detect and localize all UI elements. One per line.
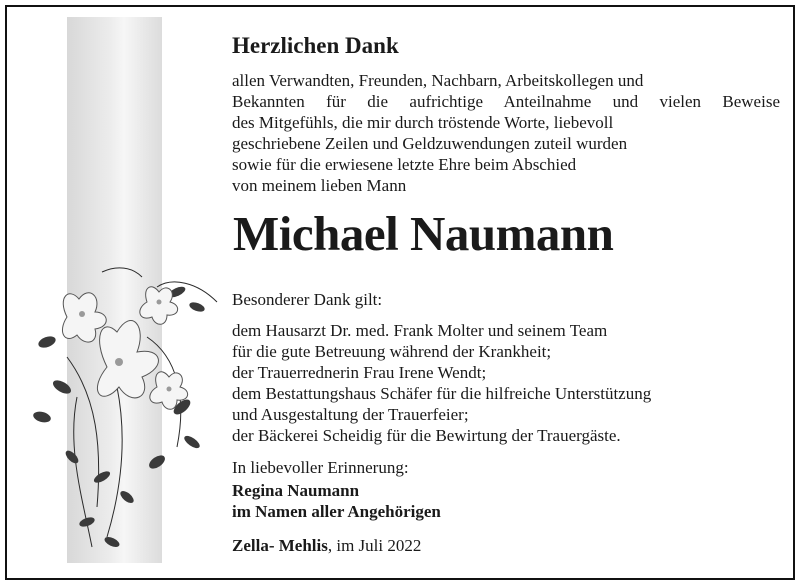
intro-line: des Mitgefühls, die mir durch tröstende Worte, liebevoll xyxy=(232,113,614,132)
intro-line: sowie für die erwiesene letzte Ehre beim Abschied xyxy=(232,155,577,174)
flower-bouquet-icon xyxy=(7,247,247,557)
deceased-name: Michael Naumann xyxy=(233,206,614,261)
thanks-line: der Trauerrednerin Frau Irene Wendt; xyxy=(232,363,487,382)
place-and-date xyxy=(232,536,421,556)
memory-line: In liebevoller Erinnerung: xyxy=(232,458,409,477)
intro-paragraph xyxy=(232,70,780,196)
intro-line: geschriebene Zeilen und Geldzuwendungen zuteil wurden xyxy=(232,134,628,153)
signer-on-behalf: im Namen aller Angehörigen xyxy=(232,502,441,521)
special-thanks-list xyxy=(232,320,787,446)
thanks-line: und Ausgestaltung der Trauerfeier; xyxy=(232,405,469,424)
obituary-card xyxy=(5,5,795,580)
signer-name: Regina Naumann xyxy=(232,481,360,500)
intro-line: Bekannten für die aufrichtige Anteilnahme und vielen Beweise xyxy=(232,92,780,111)
thank-you-heading: Herzlichen Dank xyxy=(232,33,399,58)
thanks-line: dem Bestattungshaus Schäfer für die hilfreiche Unterstützung xyxy=(232,384,652,403)
intro-line: von meinem lieben Mann xyxy=(232,176,407,195)
thanks-line: für die gute Betreuung während der Krankheit; xyxy=(232,342,552,361)
thanks-line: der Bäckerei Scheidig für die Bewirtung der Trauergäste. xyxy=(232,426,621,445)
signature-block xyxy=(232,480,441,522)
intro-line: allen Verwandten, Freunden, Nachbarn, Arbeitskollegen und xyxy=(232,71,644,90)
special-thanks-heading: Besonderer Dank gilt: xyxy=(232,290,383,309)
thanks-line: dem Hausarzt Dr. med. Frank Molter und seinem Team xyxy=(232,321,608,340)
date-text: , im Juli 2022 xyxy=(327,536,422,555)
place-name: Zella- Mehlis xyxy=(232,536,328,555)
